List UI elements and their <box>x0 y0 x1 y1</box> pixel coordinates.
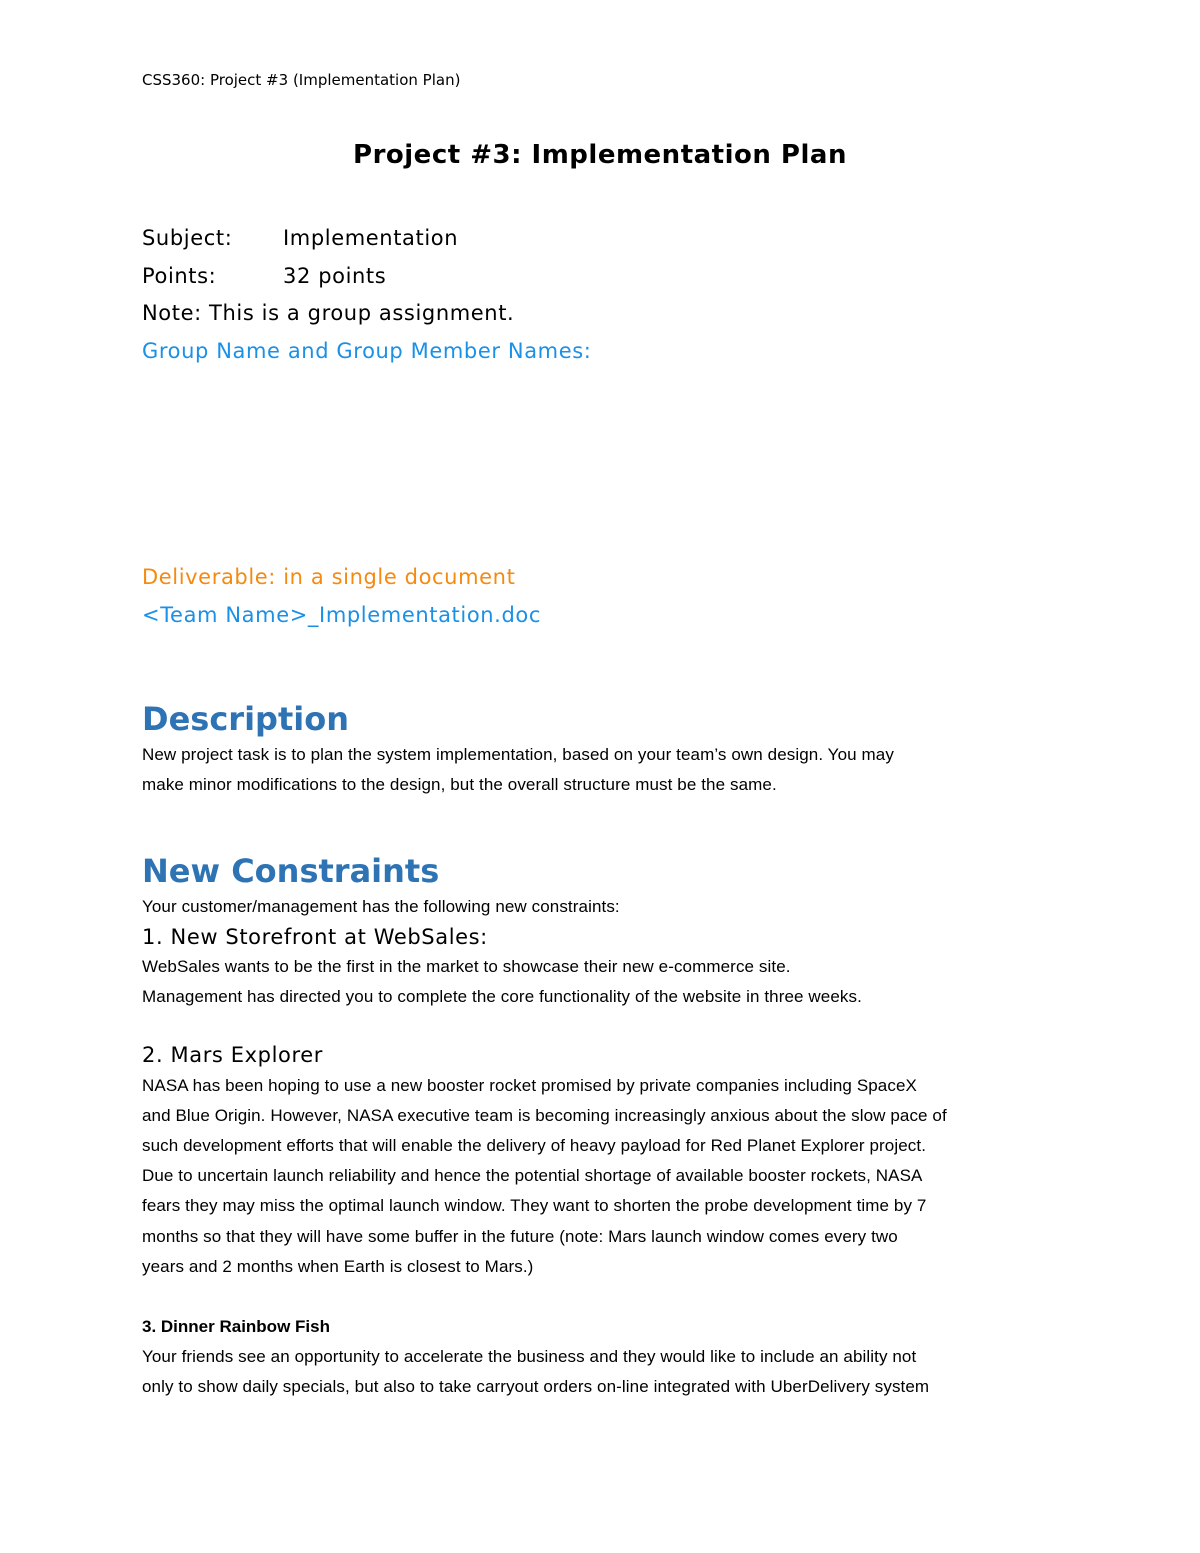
description-line: make minor modifications to the design, but the overall structure must be the same. <box>142 775 777 794</box>
subject-value: Implementation <box>283 226 459 250</box>
constraint-line: years and 2 months when Earth is closest to Mars.) <box>142 1257 534 1276</box>
constraint-line: months so that they will have some buffer in the future (note: Mars launch window comes every two <box>142 1227 898 1246</box>
subject-label: Subject: <box>142 226 233 250</box>
constraint-line: such development efforts that will enable the delivery of heavy payload for Red Planet Explorer project. <box>142 1136 927 1155</box>
constraint-websales-title: 1. New Storefront at WebSales: <box>142 925 488 949</box>
constraint-line: only to show daily specials, but also to take carryout orders on-line integrated with UberDelivery system <box>142 1377 930 1396</box>
points-row <box>142 264 386 288</box>
deliverable-filename: <Team Name>_Implementation.doc <box>142 603 541 627</box>
constraint-line: WebSales wants to be the first in the market to showcase their new e-commerce site. <box>142 957 791 976</box>
subject-row <box>142 226 458 250</box>
running-header: CSS360: Project #3 (Implementation Plan) <box>142 71 461 89</box>
constraint-line: fears they may miss the optimal launch window. They want to shorten the probe development time by 7 <box>142 1196 927 1215</box>
deliverable-label: Deliverable: in a single document <box>142 565 516 589</box>
constraint-mars-title: 2. Mars Explorer <box>142 1043 323 1067</box>
description-line: New project task is to plan the system implementation, based on your team’s own design. You may <box>142 745 894 764</box>
description-heading: Description <box>142 700 349 738</box>
constraint-line: Due to uncertain launch reliability and hence the potential shortage of available booster rockets, NASA <box>142 1166 923 1185</box>
group-assignment-note: Note: This is a group assignment. <box>142 301 515 325</box>
constraint-line: and Blue Origin. However, NASA executive team is becoming increasingly anxious about the slow pace of <box>142 1106 947 1125</box>
constraint-line: NASA has been hoping to use a new booster rocket promised by private companies including SpaceX <box>142 1076 917 1095</box>
points-label: Points: <box>142 264 217 288</box>
constraint-rainbow-fish-title: 3. Dinner Rainbow Fish <box>142 1317 330 1336</box>
document-title: Project #3: Implementation Plan <box>353 140 847 170</box>
constraint-line: Your friends see an opportunity to accelerate the business and they would like to include an ability not <box>142 1347 917 1366</box>
constraint-line: Management has directed you to complete the core functionality of the website in three weeks. <box>142 987 862 1006</box>
new-constraints-heading: New Constraints <box>142 852 440 890</box>
points-value: 32 points <box>283 264 387 288</box>
group-names-prompt: Group Name and Group Member Names: <box>142 339 592 363</box>
constraints-intro: Your customer/management has the following new constraints: <box>142 897 620 916</box>
